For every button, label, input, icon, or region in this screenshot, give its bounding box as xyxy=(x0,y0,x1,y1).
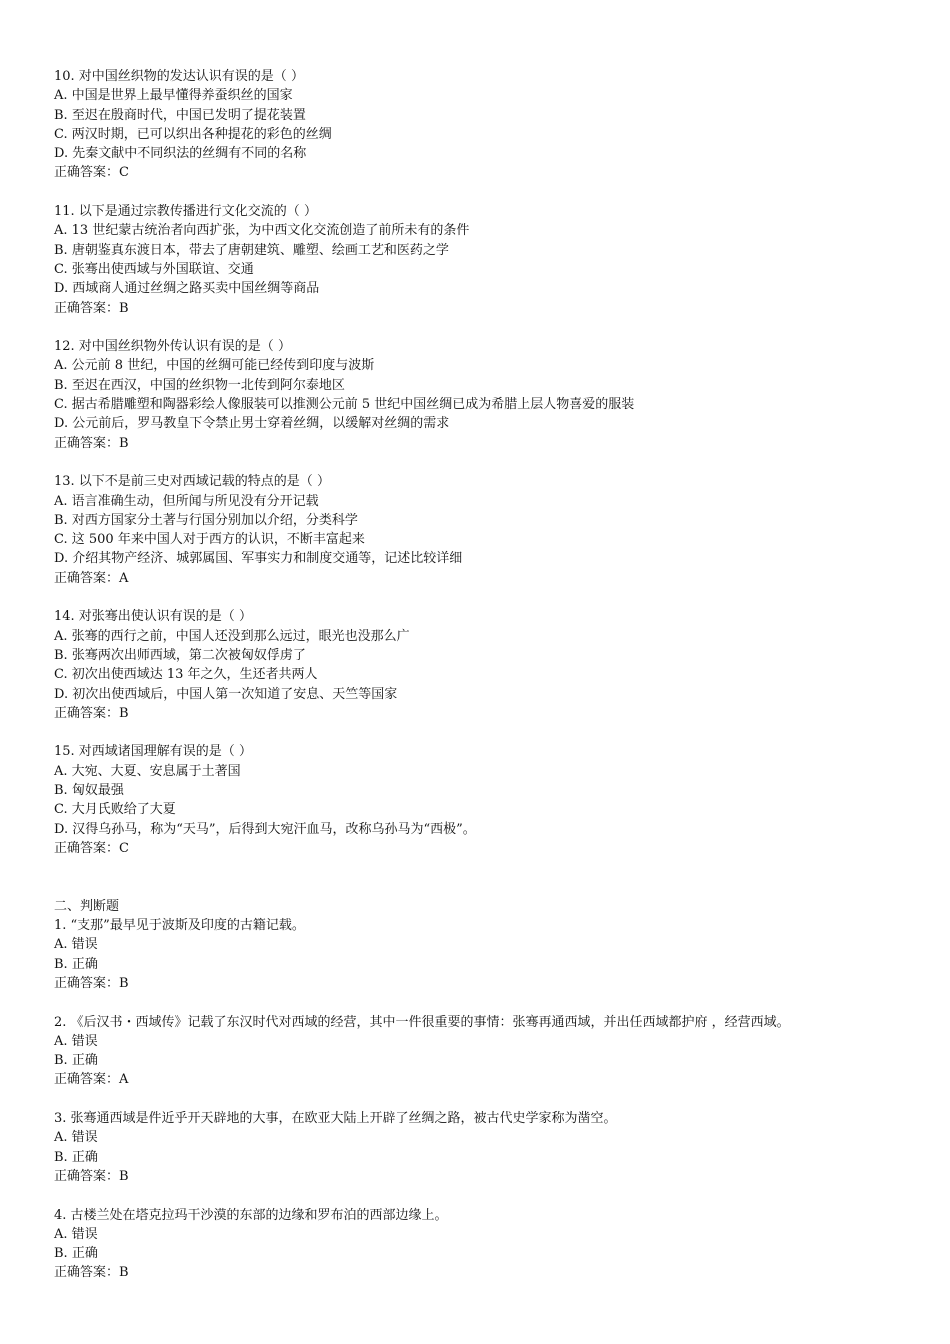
option-a: A. 大宛、大夏、安息属于土著国 xyxy=(54,763,241,779)
question-stem: 10. 对中国丝织物的发达认识有误的是（ ） xyxy=(54,69,304,84)
judge-question-2 xyxy=(54,1013,934,1090)
correct-answer: 正确答案：A xyxy=(54,570,129,586)
option-c: C. 初次出使西域达 13 年之久，生还者共两人 xyxy=(54,667,318,683)
question-stem: 14. 对张骞出使认识有误的是（ ） xyxy=(54,609,252,625)
choice-question-15 xyxy=(54,742,934,858)
option-c: C. 两汉时期，已可以织出各种提花的彩色的丝绸 xyxy=(54,126,332,142)
option-a: A. 错误 xyxy=(54,1226,98,1242)
question-stem: 3. 张骞通西域是件近乎开天辟地的大事，在欧亚大陆上开辟了丝绸之路，被古代史学家称为凿空。 xyxy=(54,1111,617,1127)
option-c: C. 张骞出使西域与外国联谊、交通 xyxy=(54,261,254,277)
option-b: B. 至迟在西汉，中国的丝织物一北传到阿尔泰地区 xyxy=(54,377,345,393)
option-b: B. 匈奴最强 xyxy=(54,782,124,798)
document-body xyxy=(54,67,934,1283)
option-b: B. 张骞两次出师西域，第二次被匈奴俘虏了 xyxy=(54,647,306,663)
question-stem: 2. 《后汉书・西域传》记载了东汉时代对西域的经营，其中一件很重要的事情：张骞再通西域，并出任西域都护府 ，经营西域。 xyxy=(54,1014,790,1030)
option-d: D. 先秦文献中不同织法的丝绸有不同的名称 xyxy=(54,146,307,162)
choice-question-14 xyxy=(54,607,934,723)
question-stem: 4. 古楼兰处在塔克拉玛干沙漠的东部的边缘和罗布泊的西部边缘上。 xyxy=(54,1207,448,1223)
option-c: C. 这 500 年来中国人对于西方的认识，不断丰富起来 xyxy=(54,532,365,548)
option-a: A. 公元前 8 世纪，中国的丝绸可能已经传到印度与波斯 xyxy=(54,358,375,374)
option-c: C. 据古希腊雕塑和陶器彩绘人像服装可以推测公元前 5 世纪中国丝绸已成为希腊上层人物喜爱的服装 xyxy=(54,397,635,413)
correct-answer: 正确答案：B xyxy=(54,300,129,316)
option-b: B. 至迟在殷商时代，中国已发明了提花装置 xyxy=(54,107,306,123)
option-a: A. 张骞的西行之前，中国人还没到那么远过，眼光也没那么广 xyxy=(54,628,410,644)
question-stem: 13. 以下不是前三史对西域记载的特点的是（ ） xyxy=(54,474,330,490)
question-stem: 11. 以下是通过宗教传播进行文化交流的（ ） xyxy=(54,204,317,220)
correct-answer: 正确答案：B xyxy=(54,975,129,991)
correct-answer: 正确答案：A xyxy=(54,1072,129,1088)
option-a: A. 中国是世界上最早懂得养蚕织丝的国家 xyxy=(54,88,293,104)
option-d: D. 介绍其物产经济、城郭属国、军事实力和制度交通等，记述比较详细 xyxy=(54,551,463,567)
option-d: D. 汉得乌孙马，称为“天马”，后得到大宛汗血马，改称乌孙马为“西极”。 xyxy=(54,821,476,837)
option-d: D. 西域商人通过丝绸之路买卖中国丝绸等商品 xyxy=(54,281,320,297)
correct-answer: 正确答案：B xyxy=(54,705,129,721)
judge-question-4 xyxy=(54,1206,934,1283)
option-a: A. 13 世纪蒙古统治者向西扩张，为中西文化交流创造了前所未有的条件 xyxy=(54,223,470,239)
option-d: D. 公元前后，罗马教皇下令禁止男士穿着丝绸，以缓解对丝绸的需求 xyxy=(54,416,450,432)
option-b: B. 唐朝鉴真东渡日本，带去了唐朝建筑、雕塑、绘画工艺和医药之学 xyxy=(54,242,449,258)
correct-answer: 正确答案：C xyxy=(54,165,129,181)
option-a: A. 错误 xyxy=(54,937,98,953)
choice-question-11 xyxy=(54,202,934,318)
question-stem: 1. “支那”最早见于波斯及印度的古籍记载。 xyxy=(54,918,305,934)
choice-question-12 xyxy=(54,337,934,453)
option-b: B. 正确 xyxy=(54,1246,98,1262)
option-a: A. 错误 xyxy=(54,1130,98,1146)
option-b: B. 正确 xyxy=(54,956,98,972)
option-c: C. 大月氏败给了大夏 xyxy=(54,802,176,818)
correct-answer: 正确答案：B xyxy=(54,1265,129,1281)
option-d: D. 初次出使西域后，中国人第一次知道了安息、天竺等国家 xyxy=(54,686,398,702)
option-a: A. 错误 xyxy=(54,1033,98,1049)
choice-question-13 xyxy=(54,472,934,588)
option-b: B. 正确 xyxy=(54,1053,98,1069)
correct-answer: 正确答案：C xyxy=(54,840,129,856)
question-stem: 15. 对西域诸国理解有误的是（ ） xyxy=(54,744,252,760)
section-title: 二、判断题 xyxy=(54,898,120,914)
correct-answer: 正确答案：B xyxy=(54,435,129,451)
choice-question-10 xyxy=(54,67,934,183)
question-stem: 12. 对中国丝织物外传认识有误的是（ ） xyxy=(54,339,291,355)
option-b: B. 对西方国家分土著与行国分别加以介绍，分类科学 xyxy=(54,512,358,528)
judge-question-1 xyxy=(54,916,934,993)
option-b: B. 正确 xyxy=(54,1149,98,1165)
option-a: A. 语言准确生动，但所闻与所见没有分开记载 xyxy=(54,493,319,509)
judge-question-3 xyxy=(54,1109,934,1186)
correct-answer: 正确答案：B xyxy=(54,1168,129,1184)
